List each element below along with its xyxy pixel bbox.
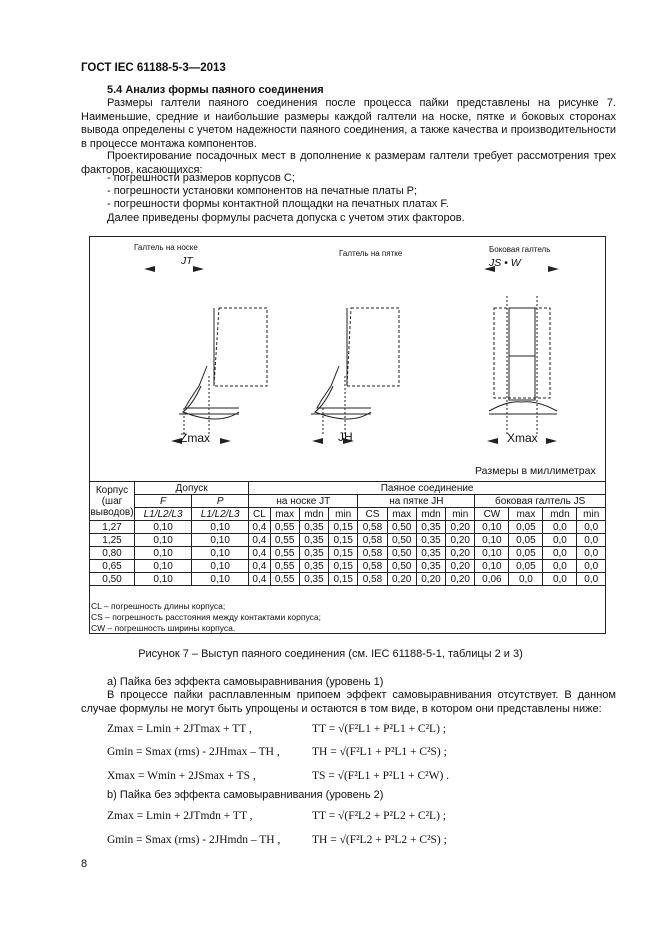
table-row: [90, 573, 606, 586]
table-row: [90, 560, 606, 573]
table-cell: 0,50: [387, 534, 416, 547]
note-cl: CL – погрешность длины корпуса;: [91, 601, 226, 611]
after-bullets-text: Далее приведены формулы расчета допуска с учетом этих факторов.: [107, 212, 465, 224]
table-cell: 0,0: [577, 547, 606, 560]
th-sub-8: mdn: [416, 508, 445, 521]
table-cell: 0,0: [577, 573, 606, 586]
th-sub-9: min: [446, 508, 475, 521]
table-cell: 0,0: [577, 534, 606, 547]
th-toe: на носке JT: [249, 495, 358, 508]
th-sub-6: CS: [358, 508, 387, 521]
table-cell: 0,0: [543, 534, 577, 547]
th-sub-3: max: [270, 508, 299, 521]
label-jt: JT: [181, 255, 193, 267]
table-cell: 0,80: [90, 547, 135, 560]
table-cell: 0,10: [192, 547, 249, 560]
formula-b2-right: TH = √(F²L2 + P²L2 + C²S) ;: [312, 834, 447, 846]
table-cell: 0,15: [329, 534, 358, 547]
table-cell: 0,0: [577, 521, 606, 534]
document-header: ГОСТ IEC 61188-5-3—2013: [81, 62, 226, 74]
table-cell: 0,58: [358, 560, 387, 573]
table-cell: 0,10: [135, 521, 192, 534]
table-cell: 0,35: [299, 560, 328, 573]
table-cell: 0,4: [249, 547, 270, 560]
formula-b1-left: Zmax = Lmin + 2JTmdn + TT ,: [107, 810, 253, 822]
units-note: Размеры в миллиметрах: [475, 465, 596, 477]
table-cell: 0,0: [543, 573, 577, 586]
table-cell: 0,35: [299, 534, 328, 547]
table-cell: 0,35: [416, 560, 445, 573]
th-sub-11: max: [509, 508, 543, 521]
table-cell: 0,20: [416, 573, 445, 586]
formula-b1-right: TT = √(F²L2 + P²L2 + C²L) ;: [312, 810, 446, 822]
table-body: [90, 521, 606, 586]
label-xmax: Xmax: [507, 431, 538, 445]
th-heel: на пятке JH: [358, 495, 475, 508]
table-cell: 0,20: [446, 573, 475, 586]
figure-caption: Рисунок 7 – Выступ паяного соединения (см. IEC 61188-5-1, таблицы 2 и 3): [138, 648, 523, 660]
table-cell: 0,10: [135, 573, 192, 586]
table-cell: 0,20: [446, 521, 475, 534]
th-side: боковая галтель JS: [475, 495, 606, 508]
table-cell: 0,05: [509, 547, 543, 560]
table-cell: 0,35: [299, 547, 328, 560]
table-cell: 0,20: [446, 534, 475, 547]
table-cell: 0,15: [329, 547, 358, 560]
table-cell: 0,58: [358, 521, 387, 534]
th-f: F: [135, 495, 192, 508]
label-zmax: Zmax: [180, 431, 210, 445]
table-cell: 0,10: [475, 560, 509, 573]
label-js-w: JS • W: [489, 257, 521, 269]
table-cell: 0,15: [329, 560, 358, 573]
bullet-3: - погрешности формы контактной площадки на печатных платах F.: [107, 198, 449, 210]
table-cell: 0,10: [192, 534, 249, 547]
th-sub-10: CW: [475, 508, 509, 521]
table-row: [90, 521, 606, 534]
table-cell: 0,10: [135, 547, 192, 560]
table-cell: 0,10: [192, 560, 249, 573]
th-tolerance: Допуск: [135, 482, 249, 495]
table-cell: 0,35: [416, 547, 445, 560]
th-sub-13: min: [577, 508, 606, 521]
label-side: Боковая галтель: [489, 245, 551, 254]
case-a-title: а) Пайка без эффекта самовыравнивания (уровень 1): [107, 676, 384, 688]
table-cell: 0,50: [387, 560, 416, 573]
table-cell: 0,0: [509, 573, 543, 586]
table-cell: 0,10: [192, 573, 249, 586]
th-solder-joint: Паяное соединение: [249, 482, 606, 495]
formula-a1-right: TT = √(F²L1 + P²L1 + C²L) ;: [312, 723, 446, 735]
formula-a2-right: TH = √(F²L1 + P²L1 + C²S) ;: [312, 746, 447, 758]
formula-a3-right: TS = √(F²L1 + P²L1 + C²W) .: [312, 770, 450, 782]
table-cell: 0,58: [358, 573, 387, 586]
th-sub-4: mdn: [299, 508, 328, 521]
table-cell: 0,4: [249, 521, 270, 534]
table-cell: 0,0: [577, 560, 606, 573]
formula-a2-left: Gmin = Smax (rms) - 2JHmax – TH ,: [107, 746, 280, 758]
formula-b2-left: Gmin = Smax (rms) - 2JHmdn – TH ,: [107, 834, 281, 846]
table-row: [90, 534, 606, 547]
table-cell: 0,20: [446, 547, 475, 560]
bullet-2: - погрешности установки компонентов на печатные платы P;: [107, 185, 418, 197]
label-toe: Галтель на носке: [134, 243, 198, 252]
table-cell: 0,55: [270, 560, 299, 573]
th-sub-7: max: [387, 508, 416, 521]
table-cell: 0,05: [509, 560, 543, 573]
section-title: 5.4 Анализ формы паяного соединения: [107, 84, 324, 96]
table-cell: 0,50: [387, 521, 416, 534]
th-sub-5: min: [329, 508, 358, 521]
table-cell: 0,35: [416, 534, 445, 547]
table-cell: 0,10: [475, 547, 509, 560]
case-a-text: В процессе пайки расплавленным припоем эффект самовыравнивания отсутствует. В данном случае формулы не могут быть упрощены и остаются в том виде, в котором они представлены ниже:: [81, 689, 616, 715]
table-cell: 0,15: [329, 573, 358, 586]
table-cell: 0,4: [249, 560, 270, 573]
table-cell: 0,58: [358, 534, 387, 547]
table-cell: 0,50: [387, 547, 416, 560]
table-cell: 0,0: [543, 547, 577, 560]
solder-joint-table: [89, 481, 606, 586]
table-cell: 0,55: [270, 573, 299, 586]
label-heel: Галтель на пятке: [339, 249, 403, 258]
table-cell: 0,55: [270, 534, 299, 547]
table-cell: 0,10: [135, 534, 192, 547]
table-cell: 1,27: [90, 521, 135, 534]
table-cell: 0,50: [90, 573, 135, 586]
header-row-3: [90, 508, 606, 521]
table-cell: 0,55: [270, 521, 299, 534]
note-cs: CS – погрешность расстояния между контактами корпуса;: [91, 612, 321, 622]
table-cell: 0,55: [270, 547, 299, 560]
table-cell: 0,10: [135, 560, 192, 573]
table-cell: 1,25: [90, 534, 135, 547]
th-sub-1: L1/L2/L3: [192, 508, 249, 521]
th-p: P: [192, 495, 249, 508]
table-cell: 0,35: [299, 573, 328, 586]
table-cell: 0,0: [543, 521, 577, 534]
note-cw: CW – погрешность ширины корпуса.: [91, 623, 236, 633]
table-cell: 0,05: [509, 521, 543, 534]
th-sub-2: CL: [249, 508, 270, 521]
table-cell: 0,58: [358, 547, 387, 560]
table-cell: 0,15: [329, 521, 358, 534]
table-cell: 0,4: [249, 534, 270, 547]
paragraph-1: Размеры галтели паяного соединения после процесса пайки представлены на рисунке 7. Наименьшие, средние и наибольшие размеры каждой галтели на носке, пятке и боковых сторонах вывода определены с учетом надежности паяного соединения, а также качества и производительности в процессе монтажа компонентов.: [81, 97, 616, 150]
case-b-title: b) Пайка без эффекта самовыравнивания (уровень 2): [107, 789, 384, 801]
th-sub-12: mdn: [543, 508, 577, 521]
table-cell: 0,05: [509, 534, 543, 547]
paragraph-2: Проектирование посадочных мест в дополнение к размерам галтели требует рассмотрения трех факторов, касающихся:: [81, 150, 616, 176]
table-cell: 0,10: [192, 521, 249, 534]
table-cell: 0,0: [543, 560, 577, 573]
table-cell: 0,10: [475, 534, 509, 547]
table-cell: 0,10: [475, 521, 509, 534]
label-jh: JH: [338, 430, 353, 444]
table-row: [90, 547, 606, 560]
table-cell: 0,35: [299, 521, 328, 534]
table-cell: 0,20: [387, 573, 416, 586]
th-sub-0: L1/L2/L3: [135, 508, 192, 521]
table-cell: 0,06: [475, 573, 509, 586]
table-cell: 0,4: [249, 573, 270, 586]
th-case: Корпус (шаг выводов): [90, 482, 135, 521]
formula-a3-left: Xmax = Wmin + 2JSmax + TS ,: [107, 770, 256, 782]
table-cell: 0,35: [416, 521, 445, 534]
bullet-1: - погрешности размеров корпусов C;: [107, 172, 295, 184]
page-number: 8: [81, 858, 88, 870]
formula-a1-left: Zmax = Lmin + 2JTmax + TT ,: [107, 723, 252, 735]
table-cell: 0,20: [446, 560, 475, 573]
table-cell: 0,65: [90, 560, 135, 573]
